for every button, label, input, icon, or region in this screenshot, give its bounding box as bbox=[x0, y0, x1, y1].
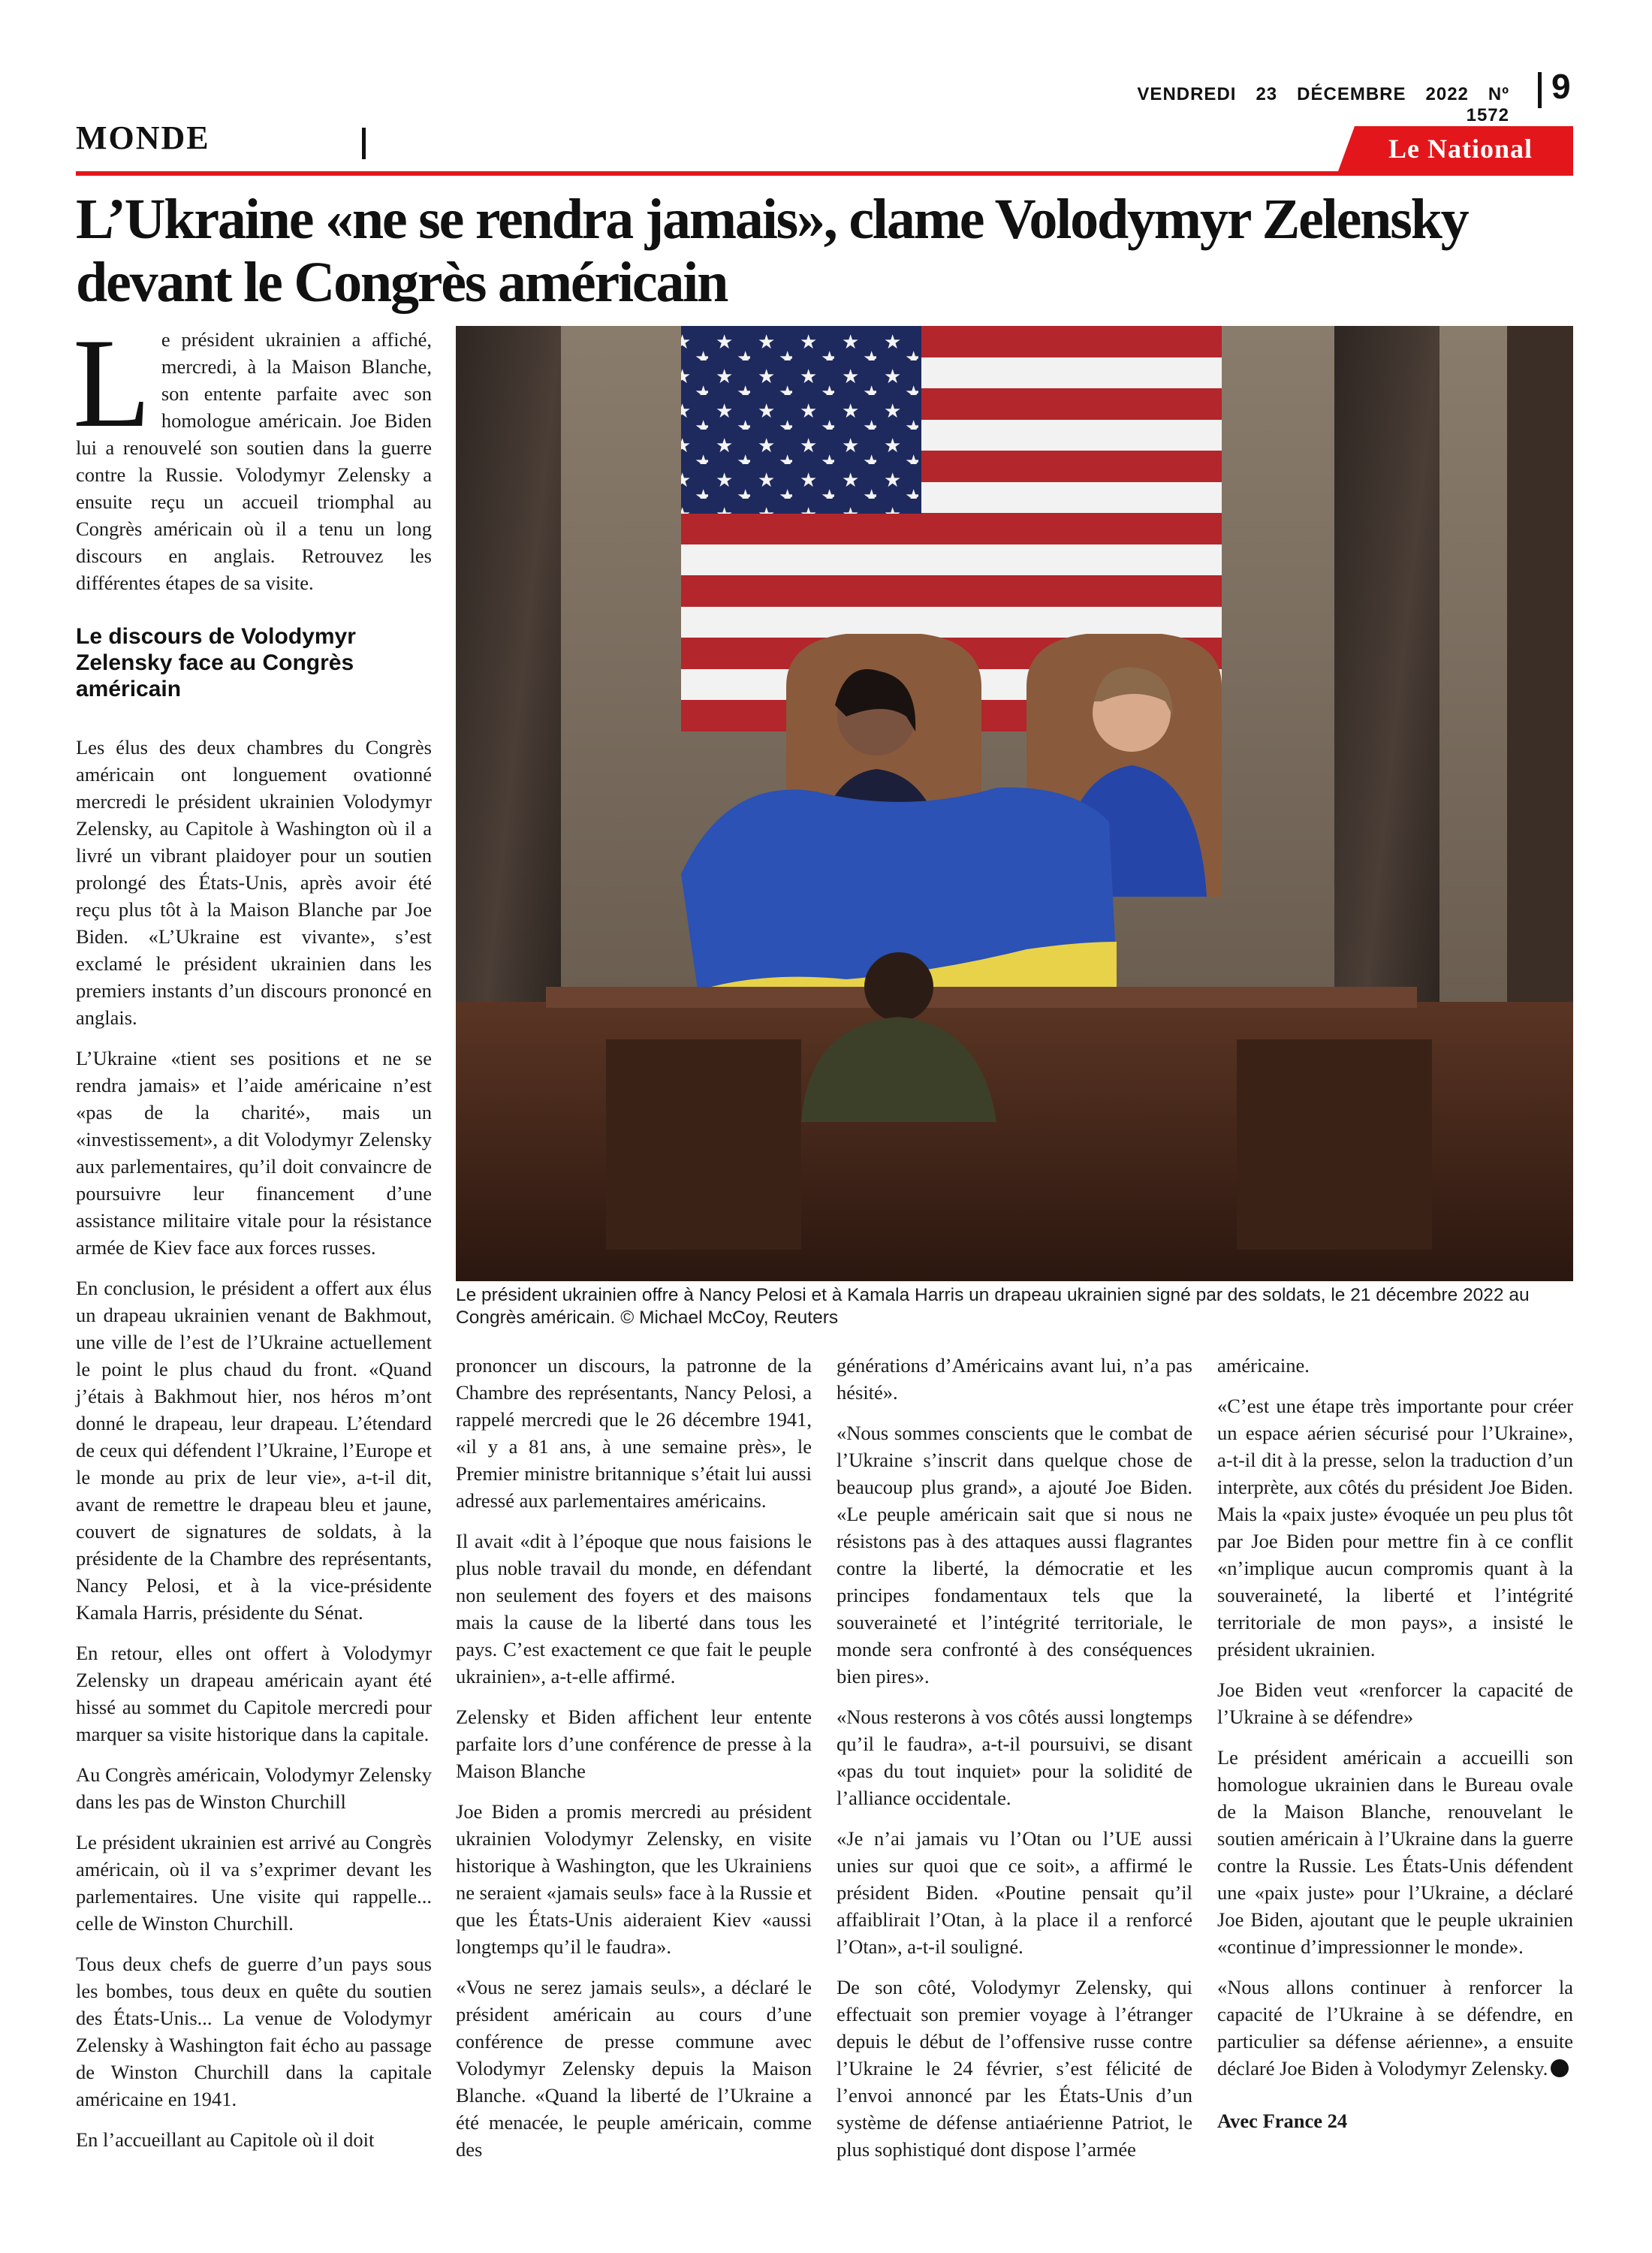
paragraph: Le président américain a accueilli son homologue ukrainien dans le Bureau ovale de la Maison Blanche, renouvelant le soutien américain à l’Ukraine dans la guerre contre la Russie. Les États-Unis défendent une «paix juste» pour l’Ukraine, a déclaré Joe Biden, ajoutant que le peuple ukrainien «continue d’impressionner le monde». bbox=[1217, 1746, 1573, 1958]
paragraph: En l’accueillant au Capitole où il doit bbox=[76, 2128, 375, 2151]
end-mark-icon bbox=[1551, 2059, 1569, 2077]
dateline-year: 2022 bbox=[1425, 84, 1469, 104]
drop-cap: L bbox=[73, 312, 151, 454]
inline-subhead: Joe Biden veut «renforcer la capacité de l’Ukraine à se défendre» bbox=[1217, 1678, 1573, 1728]
paragraph: «Nous sommes conscients que le combat de l’Ukraine s’inscrit dans quelque chose de beaucoup plus grand», a ajouté Joe Biden. «Le peuple américain sait que si nous ne résistons pas à des attaques aussi flagrantes contre la liberté, la démocratie et les principes fondamentaux tels que la souveraineté et l’intégrité territoriale, le monde sera confronté à des conséquences bien pires». bbox=[837, 1422, 1192, 1687]
section-title: MONDE bbox=[76, 119, 210, 156]
inline-subhead: Au Congrès américain, Volodymyr Zelensky dans les pas de Winston Churchill bbox=[76, 1763, 432, 1813]
paragraph: Le président ukrainien est arrivé au Congrès américain, où il va s’exprimer devant les parlementaires. Une visite qui rappelle... celle de Winston Churchill. bbox=[76, 1831, 432, 1935]
column-2 bbox=[456, 1352, 812, 2176]
header-rule bbox=[76, 171, 1573, 176]
page-number: 9 bbox=[1551, 67, 1571, 106]
dateline-day: VENDREDI bbox=[1137, 84, 1237, 104]
source-credit: Avec France 24 bbox=[1217, 2110, 1348, 2132]
dateline-month: DÉCEMBRE bbox=[1297, 84, 1406, 104]
paragraph: «Nous resterons à vos côtés aussi longtemps qu’il le faudra», a-t-il poursuivi, se disant «pas du tout inquiet» pour la solidité de l’alliance occidentale. bbox=[837, 1706, 1192, 1809]
section-divider bbox=[362, 128, 366, 159]
paragraph: Tous deux chefs de guerre d’un pays sous les bombes, tous deux en quête du soutien des États-Unis... La venue de Volodymyr Zelensky à Washington fait écho au passage de Winston Churchill dans la capitale américaine en 1941. bbox=[76, 1953, 432, 2110]
paragraph: En conclusion, le président a offert aux élus un drapeau ukrainien venant de Bakhmout, une ville de l’est de l’Ukraine actuellement le point le plus chaud du front. «Quand j’étais à Bakhmout hier, nos héros m’ont donné le drapeau, leur drapeau. L’étendard de ceux qui défendent l’Ukraine, l’Europe et le monde au prix de leur vie», a-t-il dit, avant de remettre le drapeau bleu et jaune, couvert de signatures de soldats, à la présidente de la Chambre des représentants, Nancy Pelosi, et à la vice-présidente Kamala Harris, présidente du Sénat. bbox=[76, 1277, 432, 1624]
dateline bbox=[1089, 84, 1509, 126]
page-number-divider bbox=[1538, 72, 1542, 108]
dateline-issue: Nº 1572 bbox=[1466, 84, 1509, 125]
column-1 bbox=[73, 312, 432, 2167]
inline-subhead: Zelensky et Biden affichent leur entente parfaite lors d’une conférence de presse à la Maison Blanche bbox=[456, 1706, 812, 1782]
paragraph: Les élus des deux chambres du Congrès américain ont longuement ovationné mercredi le président ukrainien Volodymyr Zelensky, au Capitole à Washington où il a livré un vibrant plaidoyer pour un soutien prolongé des États-Unis, après avoir été reçu plus tôt à la Maison Blanche par Joe Biden. «L’Ukraine est vivante», s’est exclamé le président ukrainien dans les premiers instants d’un discours prononcé en anglais. bbox=[76, 736, 432, 1029]
column-4 bbox=[1217, 1352, 1573, 2148]
paragraph: «Vous ne serez jamais seuls», a déclaré le président américain au cours d’une conférence de presse commune avec Volodymyr Zelensky depuis la Maison Blanche. «Quand la liberté de l’Ukraine a été menacée, le peuple américain, comme des bbox=[456, 1976, 812, 2161]
paragraph: Joe Biden a promis mercredi au président ukrainien Volodymyr Zelensky, en visite historique à Washington, que les Ukrainiens ne seraient «jamais seuls» face à la Russie et que les États-Unis aideraient Kiev «aussi longtemps qu’il le faudra». bbox=[456, 1800, 812, 1958]
paragraph: «Je n’ai jamais vu l’Otan ou l’UE aussi unies sur quoi que ce soit», a affirmé le président Biden. «Poutine pensait qu’il affaiblirait l’Otan, à la place il a renforcé l’Otan», a-t-il souligné. bbox=[837, 1827, 1192, 1958]
lead-text: e président ukrainien a affiché, mercredi, à la Maison Blanche, son entente parfaite avec son homologue américain. Joe Biden lui a renouvelé son soutien dans la guerre contre la Russie. Volodymyr Zelensky a ensuite reçu un accueil triomphal au Congrès américain où il a tenu un long discours en anglais. Retrouvez les différentes étapes de sa visite. bbox=[76, 328, 432, 594]
photo-caption: Le président ukrainien offre à Nancy Pelosi et à Kamala Harris un drapeau ukrainien signé par des soldats, le 21 décembre 2022 au Congrès américain. © Michael McCoy, Reuters bbox=[456, 1285, 1530, 1328]
paragraph: «C’est une étape très importante pour créer un espace aérien sécurisé pour l’Ukraine», a-t-il dit à la presse, selon la traduction d’un interprète, aux côtés du président Joe Biden. Mais la «paix juste» évoquée un peu plus tôt par Joe Biden pour mettre fin à ce conflit «n’implique aucun compromis quant à la souveraineté, la liberté et l’intégrité territoriale de mon pays», a insisté le président ukrainien. bbox=[1217, 1395, 1573, 1660]
paragraph: américaine. bbox=[1217, 1354, 1310, 1377]
subhead: Le discours de Volodymyr Zelensky face au Congrès américain bbox=[76, 624, 356, 701]
paragraph: De son côté, Volodymyr Zelensky, qui effectuait son premier voyage à l’étranger depuis le début de l’offensive russe contre l’Ukraine le 24 février, s’est félicité de l’envoi annoncé par les États-Unis d’un système de défense antiaérienne Patriot, le plus sophistiqué dont dispose l’armée bbox=[837, 1976, 1192, 2161]
paragraph: prononcer un discours, la patronne de la Chambre des représentants, Nancy Pelosi, a rappelé mercredi que le 26 décembre 1941, «il y a 81 ans, à une semaine près», le Premier ministre britannique s’était lui aussi adressé aux parlementaires américains. bbox=[456, 1354, 812, 1512]
paragraph: générations d’Américains avant lui, n’a pas hésité». bbox=[837, 1354, 1192, 1404]
dateline-date: 23 bbox=[1256, 84, 1278, 104]
brand-name: Le National bbox=[1388, 134, 1533, 164]
column-3 bbox=[837, 1352, 1192, 2176]
paragraph: L’Ukraine «tient ses positions et ne se rendra jamais» et l’aide américaine n’est «pas de la charité», mais un «investissement», a dit Volodymyr Zelensky aux parlementaires, qu’il doit convaincre de poursuivre leur financement d’une assistance militaire vitale pour la résistance armée de Kiev face aux forces russes. bbox=[76, 1047, 432, 1259]
paragraph: En retour, elles ont offert à Volodymyr Zelensky un drapeau américain ayant été hissé au sommet du Capitole mercredi pour marquer sa visite historique dans la capitale. bbox=[76, 1642, 432, 1745]
paragraph: Il avait «dit à l’époque que nous faisions le plus noble travail du monde, en défendant non seulement des foyers et des maisons mais la cause de la liberté dans tous les pays. C’est exactement ce que fait le peuple ukrainien», a-t-elle affirmé. bbox=[456, 1530, 812, 1687]
headline: L’Ukraine «ne se rendra jamais», clame Volodymyr Zelensky devant le Congrès américain bbox=[76, 188, 1468, 314]
closing-paragraph: «Nous allons continuer à renforcer la capacité de l’Ukraine à se défendre, en particulier sa défense aérienne», a ensuite déclaré Joe Biden à Volodymyr Zelensky. bbox=[1217, 1976, 1573, 2080]
article-photo bbox=[456, 326, 1573, 1281]
lead-paragraph bbox=[73, 312, 432, 596]
rostrum bbox=[456, 987, 1573, 1281]
paragraph bbox=[1217, 1974, 1573, 2082]
